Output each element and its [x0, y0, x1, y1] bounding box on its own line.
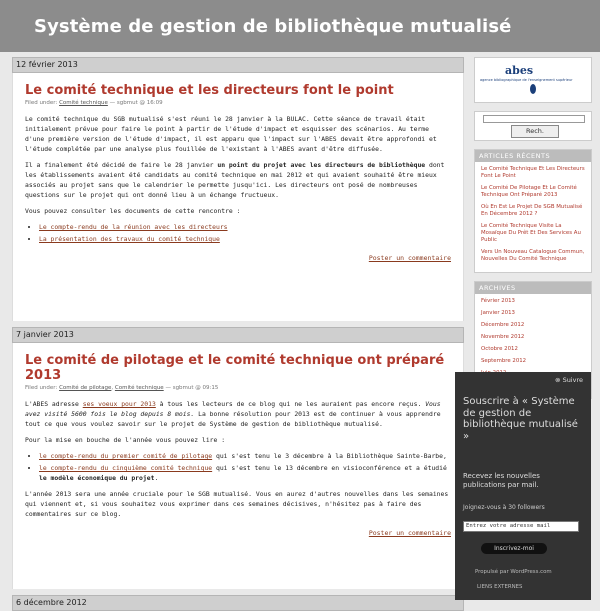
close-icon: ⊗ — [555, 376, 563, 384]
site-header — [0, 0, 600, 52]
recent-posts-widget — [474, 149, 592, 273]
list-item — [39, 234, 451, 244]
abes-logo[interactable] — [474, 57, 592, 103]
report-link[interactable]: le compte-rendu du premier comité de pilotage — [39, 452, 213, 460]
category-link[interactable]: Comité technique — [59, 100, 108, 106]
post-meta: Filed under: Comité technique — sgbmut @ 16:09 — [25, 100, 163, 106]
main-content — [12, 57, 464, 611]
follow-description: Recevez les nouvelles publications par mail. — [463, 472, 540, 489]
search-widget — [474, 111, 592, 141]
archive-link[interactable]: Février 2013 — [481, 298, 515, 304]
sidebar — [474, 57, 592, 399]
external-links-title: LIENS EXTERNES — [477, 584, 523, 590]
category-link[interactable]: Comité technique — [114, 385, 164, 391]
search-input[interactable] — [483, 115, 585, 123]
archive-link[interactable]: Décembre 2012 — [481, 322, 525, 328]
archive-link[interactable]: Septembre 2012 — [481, 358, 527, 364]
post-title[interactable]: Le comité technique et les directeurs font le point — [25, 83, 394, 98]
site-title[interactable]: Système de gestion de bibliothèque mutualisé — [34, 16, 512, 37]
post-meta: Filed under: Comité de pilotage, Comité technique — sgbmut @ 09:15 — [25, 385, 219, 391]
widget-title: ARCHIVES — [475, 282, 591, 294]
recent-post-link[interactable]: Où En Est Le Projet De SGB Mutualisé En Décembre 2012 ? — [481, 204, 583, 217]
list-item: • le compte-rendu du premier comité de pilotage qui s'est tenu le 3 décembre à la Bibliothèque Sainte-Barbe, — [39, 451, 451, 461]
widget-title: ARTICLES RÉCENTS — [475, 150, 591, 162]
recent-post-link[interactable]: Vers Un Nouveau Catalogue Commun, Nouvelles Du Comité Technique — [481, 249, 585, 262]
recent-post-link[interactable]: Le Comité Technique Visite La Mosaïque Du Prêt Et Des Services Au Public — [481, 223, 581, 243]
archive-link[interactable]: Octobre 2012 — [481, 346, 518, 352]
recent-post-link[interactable]: Le Comité De Pilotage Et Le Comité Technique Ont Préparé 2013 — [481, 185, 577, 198]
logo-comma-icon — [530, 84, 536, 94]
follow-toggle-button[interactable]: ⊗ Suivre — [555, 376, 583, 384]
logo-name: abes — [505, 64, 534, 77]
list-item: • le compte-rendu du cinquième comité technique qui s'est tenu le 13 décembre en visioconférence et a étudié le modèle économique du projet. — [39, 463, 451, 483]
email-field[interactable]: Entrez votre adresse mail — [463, 521, 579, 532]
post-date: 12 février 2013 — [12, 57, 464, 73]
recent-post-link[interactable]: Le Comité Technique Et Les Directeurs Font Le Point — [481, 166, 585, 179]
wishes-link[interactable]: ses voeux pour 2013 — [82, 400, 156, 408]
list-item — [39, 222, 451, 232]
report-link[interactable]: le compte-rendu du cinquième comité technique — [39, 464, 213, 472]
post-body: L'ABES adresse ses voeux pour 2013 à tous les lecteurs de ce blog qui ne les auraient pas encore reçus. Vous avez visité 5600 fois le blog depuis 8 mois. La bonne résolution pour 2013 est de continuer à vous apprendre tout ce que vous voulez savoir sur le projet de Système de gestion de bibliothèque mutualisé. Pour la mise en bouche de l'année vous pouvez lire : • le compte-rendu du premier comité de pilotage qui s'est tenu le 3 décembre à la Bibliothèque Sainte-Barbe, • le compte-rendu du cinquième comité technique qui s'est tenu le 13 décembre en visioconférence et a étudié le modèle économique du projet. L'année 2013 sera une année cruciale pour le SGB mutualisé. Vous en aurez d'autres nouvelles dans les semaines qui viennent et, si vous souhaitez vous exprimer dans ces semaines décisives, n'hésitez pas à faire des commentaires sur ce blog. — [25, 399, 451, 519]
powered-by-link[interactable]: Propulsé par WordPress.com — [475, 569, 552, 575]
comment-link[interactable]: Poster un commentaire — [368, 529, 451, 537]
report-list — [25, 451, 451, 483]
post — [12, 73, 464, 321]
archive-link[interactable]: Janvier 2013 — [481, 310, 515, 316]
category-link[interactable]: Comité de pilotage — [59, 385, 112, 391]
post — [12, 343, 464, 589]
document-link[interactable]: La présentation des travaux du comité technique — [39, 235, 220, 243]
follow-title: Souscrire à « Système de gestion de bibliothèque mutualisé » — [463, 396, 578, 442]
post-date: 7 janvier 2013 — [12, 327, 464, 343]
comment-link[interactable]: Poster un commentaire — [368, 254, 451, 262]
follow-popup — [455, 372, 591, 600]
post-body: Le comité technique du SGB mutualisé s'est réuni le 28 janvier à la BULAC. Cette séance de travail était initialement prévue pour faire le point à partir de l'étude d'impact et esquisser des scénarios. Au terme d'une première version de l'étude d'impact, il est apparu que l'impact sur l'ABES devait être approfondi et l'étude complétée par une analyse plus fouillée de l'existant à l'ABES avant d'être diffusée. Il a finalement été décidé de faire le 28 janvier un point du projet avec les directeurs de bibliothèque dont les établissements avaient été candidats au comité technique en mai 2012 et qui avaient souhaité être mieux associés au projet sans que le calendrier le permette jusqu'ici. Les directeurs ont posé de nombreuses questions sur le projet qui ont donné lieu à un échange fructueux. Vous pouvez consulter les documents de cette rencontre : • Le compte-rendu de la réunion avec les directeurs • La présentation des travaux du comité technique — [25, 114, 451, 244]
logo-tagline: agence bibliographique de l'enseignement supérieur — [480, 78, 573, 82]
subscribe-button[interactable]: Inscrivez-moi — [481, 543, 547, 554]
follower-count: Joignez-vous à 30 followers — [463, 504, 545, 511]
document-list — [25, 222, 451, 244]
post-title[interactable]: Le comité de pilotage et le comité technique ont préparé 2013 — [25, 353, 445, 383]
archive-link[interactable]: Novembre 2012 — [481, 334, 525, 340]
document-link[interactable]: Le compte-rendu de la réunion avec les directeurs — [39, 223, 228, 231]
search-button[interactable]: Rech. — [511, 125, 559, 138]
post-date: 6 décembre 2012 — [12, 595, 464, 611]
